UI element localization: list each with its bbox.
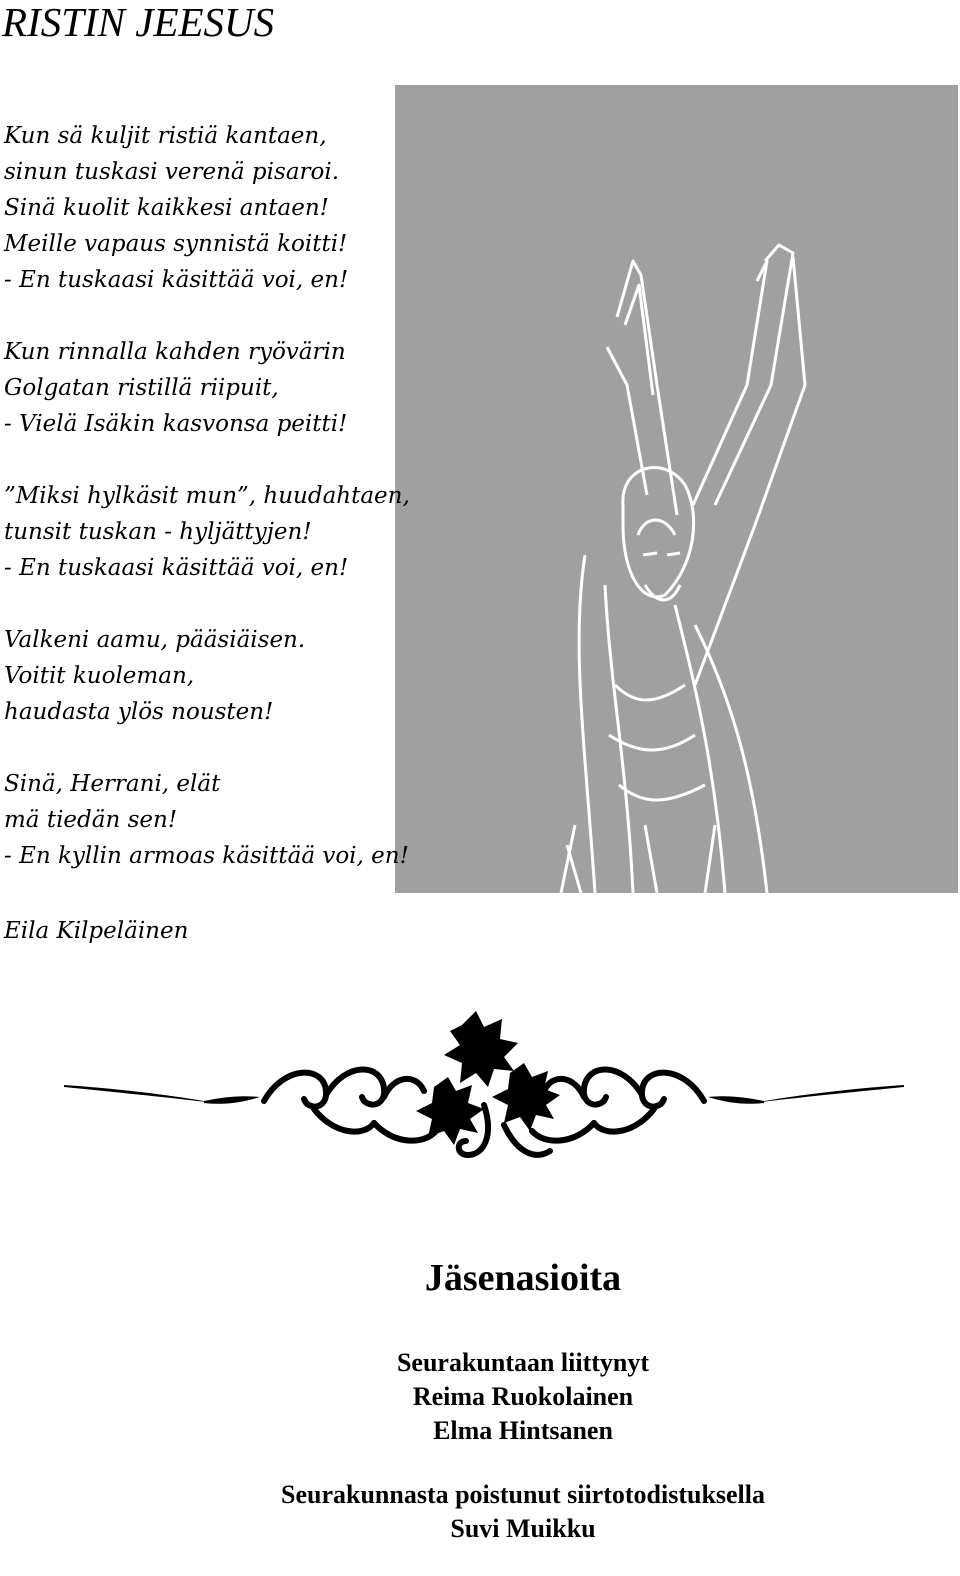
poem-line: - En kyllin armoas käsittää voi, en! bbox=[4, 843, 409, 869]
poem-author: Eila Kilpeläinen bbox=[4, 918, 189, 944]
poem-line: Golgatan ristillä riipuit, bbox=[4, 375, 279, 401]
stanza-2 bbox=[4, 334, 564, 442]
member-name: Suvi Muikku bbox=[450, 1514, 596, 1543]
poem-line: tunsit tuskan - hyljättyjen! bbox=[4, 519, 312, 545]
joined-label: Seurakuntaan liittynyt bbox=[396, 1348, 650, 1377]
stanza-3 bbox=[4, 478, 564, 586]
left-label: Seurakunnasta poistunut siirtotodistuksella bbox=[280, 1480, 766, 1509]
section-heading: Jäsenasioita bbox=[424, 1257, 622, 1299]
poem-line: ”Miksi hylkäsit mun”, huudahtaen, bbox=[4, 483, 410, 509]
poem-line: haudasta ylös nousten! bbox=[4, 699, 274, 725]
poem-line: Meille vapaus synnistä koitti! bbox=[4, 231, 348, 257]
joined-list bbox=[0, 1346, 960, 1448]
poem-line: Sinä, Herrani, elät bbox=[4, 771, 221, 797]
poem-line: Voitit kuoleman, bbox=[4, 663, 195, 689]
poem-line: mä tiedän sen! bbox=[4, 807, 178, 833]
membership-section bbox=[0, 1256, 960, 1576]
floral-divider bbox=[64, 1005, 904, 1180]
vine-ornament-icon bbox=[64, 1005, 904, 1180]
stanza-4 bbox=[4, 622, 564, 730]
poem-body bbox=[4, 118, 564, 910]
stanza-5 bbox=[4, 766, 564, 874]
poem-line: Kun rinnalla kahden ryövärin bbox=[4, 339, 346, 365]
poem-line: - En tuskaasi käsittää voi, en! bbox=[4, 555, 349, 581]
stanza-1 bbox=[4, 118, 564, 298]
poem-title: RISTIN JEESUS bbox=[2, 0, 275, 45]
left-list bbox=[0, 1478, 960, 1546]
poem-line: - Vielä Isäkin kasvonsa peitti! bbox=[4, 411, 348, 437]
poem-line: Sinä kuolit kaikkesi antaen! bbox=[4, 195, 329, 221]
member-name: Elma Hintsanen bbox=[433, 1416, 613, 1445]
poem-line: - En tuskaasi käsittää voi, en! bbox=[4, 267, 349, 293]
poem-line: Kun sä kuljit ristiä kantaen, bbox=[4, 123, 327, 149]
poem-line: sinun tuskasi verenä pisaroi. bbox=[4, 159, 340, 185]
poem-line: Valkeni aamu, pääsiäisen. bbox=[4, 627, 306, 653]
member-name: Reima Ruokolainen bbox=[412, 1382, 634, 1411]
